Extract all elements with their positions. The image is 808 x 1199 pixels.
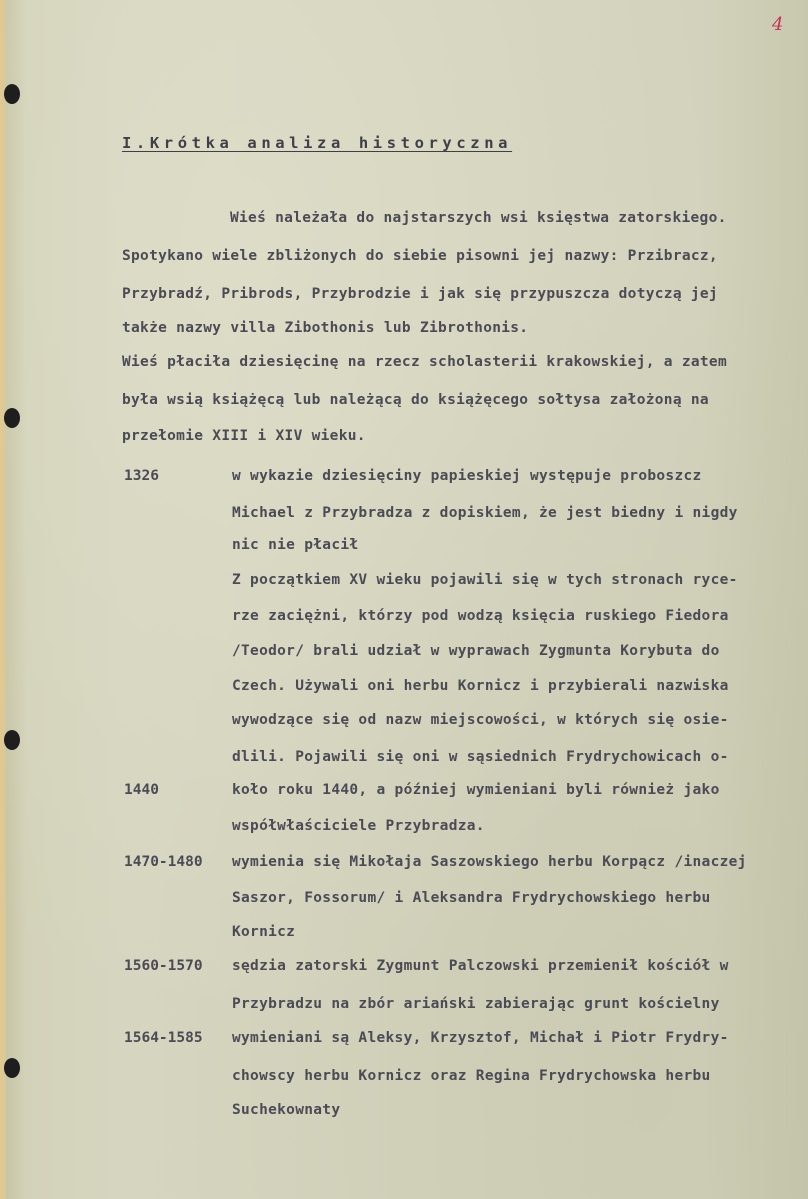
- binder-hole-icon: [4, 84, 20, 104]
- entry-line: Kornicz: [232, 924, 296, 940]
- text-line: także nazwy villa Zibothonis lub Zibrothonis.: [122, 320, 529, 336]
- text-line: była wsią książęcą lub należącą do książęcego sołtysa założoną na: [122, 392, 709, 408]
- entry-line: Czech. Używali oni herbu Kornicz i przybierali nazwiska: [232, 678, 729, 694]
- binder-hole-icon: [4, 408, 20, 428]
- text-line: Przybradź, Pribrods, Przybrodzie i jak się przypuszcza dotyczą jej: [122, 286, 718, 302]
- section-heading: I.Krótka analiza historyczna: [122, 134, 513, 152]
- page-number: 4: [772, 14, 784, 35]
- entry-line: Z początkiem XV wieku pojawili się w tych stronach ryce-: [232, 572, 738, 588]
- entry-line: Suchekownaty: [232, 1102, 341, 1118]
- entry-line: wywodzące się od nazw miejscowości, w których się osie-: [232, 712, 729, 728]
- text-line: przełomie XIII i XIV wieku.: [122, 428, 366, 444]
- entry-line: wymieniani są Aleksy, Krzysztof, Michał i Piotr Frydry-: [232, 1030, 729, 1046]
- paper-edge: [0, 0, 6, 1199]
- entry-line: chowscy herbu Kornicz oraz Regina Frydrychowska herbu: [232, 1068, 711, 1084]
- entry-line: dlili. Pojawili się oni w sąsiednich Frydrychowicach o-: [232, 749, 729, 765]
- entry-line: Przybradzu na zbór ariański zabierając grunt kościelny: [232, 996, 720, 1012]
- text-line: Spotykano wiele zbliżonych do siebie pisowni jej nazwy: Przibracz,: [122, 248, 718, 264]
- year-label: 1560-1570: [124, 958, 203, 974]
- entry-line: rze zaciężni, którzy pod wodzą księcia ruskiego Fiedora: [232, 608, 729, 624]
- entry-line: Saszor, Fossorum/ i Aleksandra Frydrychowskiego herbu: [232, 890, 711, 906]
- year-label: 1470-1480: [124, 854, 203, 870]
- entry-line: nic nie płacił: [232, 537, 359, 553]
- text-line: Wieś płaciła dziesięcinę na rzecz scholasterii krakowskiej, a zatem: [122, 354, 727, 370]
- entry-line: w wykazie dziesięciny papieskiej występuje proboszcz: [232, 468, 702, 484]
- year-label: 1440: [124, 782, 159, 798]
- entry-line: /Teodor/ brali udział w wyprawach Zygmunta Korybuta do: [232, 643, 720, 659]
- entry-line: Michael z Przybradza z dopiskiem, że jest biedny i nigdy: [232, 505, 738, 521]
- entry-line: sędzia zatorski Zygmunt Palczowski przemienił kościół w: [232, 958, 729, 974]
- text-line: Wieś należała do najstarszych wsi księstwa zatorskiego.: [230, 210, 727, 226]
- entry-line: współwłaściciele Przybradza.: [232, 818, 485, 834]
- binder-hole-icon: [4, 730, 20, 750]
- year-label: 1326: [124, 468, 159, 484]
- year-label: 1564-1585: [124, 1030, 203, 1046]
- entry-line: wymienia się Mikołaja Saszowskiego herbu Korpącz /inaczej: [232, 854, 747, 870]
- binder-hole-icon: [4, 1058, 20, 1078]
- entry-line: koło roku 1440, a później wymieniani byli również jako: [232, 782, 720, 798]
